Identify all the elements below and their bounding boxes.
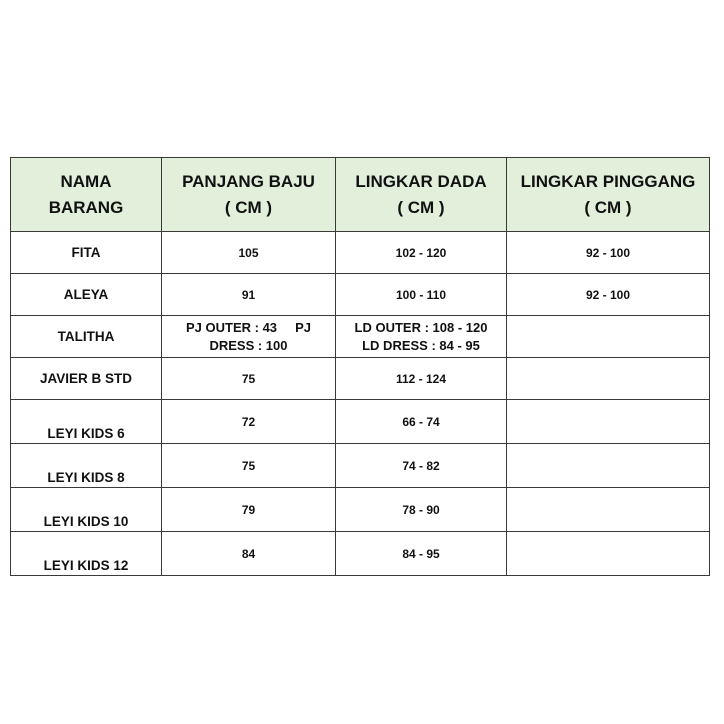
cell-nama-barang: JAVIER B STD — [11, 358, 162, 400]
cell-lingkar-dada: 100 - 110 — [336, 274, 507, 316]
cell-lingkar-pinggang — [507, 316, 710, 358]
header-line: ( CM ) — [397, 197, 445, 217]
cell-nama-barang: LEYI KIDS 6 — [11, 400, 162, 444]
header-line: ( CM ) — [584, 197, 632, 217]
header-line: PANJANG BAJU — [182, 171, 315, 191]
cell-nama-barang: LEYI KIDS 12 — [11, 532, 162, 576]
cell-lingkar-pinggang: 92 - 100 — [507, 232, 710, 274]
cell-lingkar-pinggang — [507, 358, 710, 400]
cell-panjang-baju: 75 — [162, 444, 336, 488]
table-body — [11, 232, 710, 576]
table-row — [11, 532, 710, 576]
cell-lingkar-dada: 102 - 120 — [336, 232, 507, 274]
cell-lingkar-pinggang — [507, 400, 710, 444]
cell-lingkar-dada: 84 - 95 — [336, 532, 507, 576]
cell-nama-barang: TALITHA — [11, 316, 162, 358]
cell-nama-barang: ALEYA — [11, 274, 162, 316]
header-line: ( CM ) — [224, 197, 273, 217]
cell-panjang-baju: 75 — [162, 358, 336, 400]
cell-lingkar-pinggang — [507, 488, 710, 532]
cell-panjang-baju: 72 — [162, 400, 336, 444]
cell-lingkar-pinggang: 92 - 100 — [507, 274, 710, 316]
table-header — [11, 158, 710, 232]
table-row — [11, 232, 710, 274]
cell-panjang-baju: 84 — [162, 532, 336, 576]
cell-lingkar-dada: 78 - 90 — [336, 488, 507, 532]
cell-lingkar-dada: 74 - 82 — [336, 444, 507, 488]
cell-nama-barang: LEYI KIDS 10 — [11, 488, 162, 532]
cell-lingkar-dada: 66 - 74 — [336, 400, 507, 444]
cell-line: PJ OUTER : 43 PJ — [186, 319, 311, 335]
header-lingkar-dada — [336, 158, 507, 232]
cell-panjang-baju: 79 — [162, 488, 336, 532]
cell-nama-barang: FITA — [11, 232, 162, 274]
cell-line: LD DRESS : 84 - 95 — [362, 337, 480, 353]
cell-lingkar-dada — [336, 316, 507, 358]
table-row — [11, 400, 710, 444]
table-row — [11, 316, 710, 358]
cell-nama-barang: LEYI KIDS 8 — [11, 444, 162, 488]
cell-panjang-baju: 91 — [162, 274, 336, 316]
header-line: LINGKAR DADA — [355, 171, 487, 191]
cell-lingkar-dada: 112 - 124 — [336, 358, 507, 400]
header-nama-barang — [11, 158, 162, 232]
table-row — [11, 274, 710, 316]
header-lingkar-pinggang — [507, 158, 710, 232]
header-line: NAMA — [60, 171, 112, 191]
header-line: BARANG — [48, 197, 124, 217]
size-chart-table — [10, 157, 710, 576]
table-row — [11, 444, 710, 488]
cell-line: DRESS : 100 — [209, 337, 288, 353]
header-panjang-baju — [162, 158, 336, 232]
header-row — [11, 158, 710, 232]
cell-lingkar-pinggang — [507, 444, 710, 488]
table-row — [11, 358, 710, 400]
cell-panjang-baju — [162, 316, 336, 358]
cell-line: LD OUTER : 108 - 120 — [354, 319, 488, 335]
cell-lingkar-pinggang — [507, 532, 710, 576]
table-row — [11, 488, 710, 532]
cell-panjang-baju: 105 — [162, 232, 336, 274]
header-line: LINGKAR PINGGANG — [520, 171, 696, 191]
